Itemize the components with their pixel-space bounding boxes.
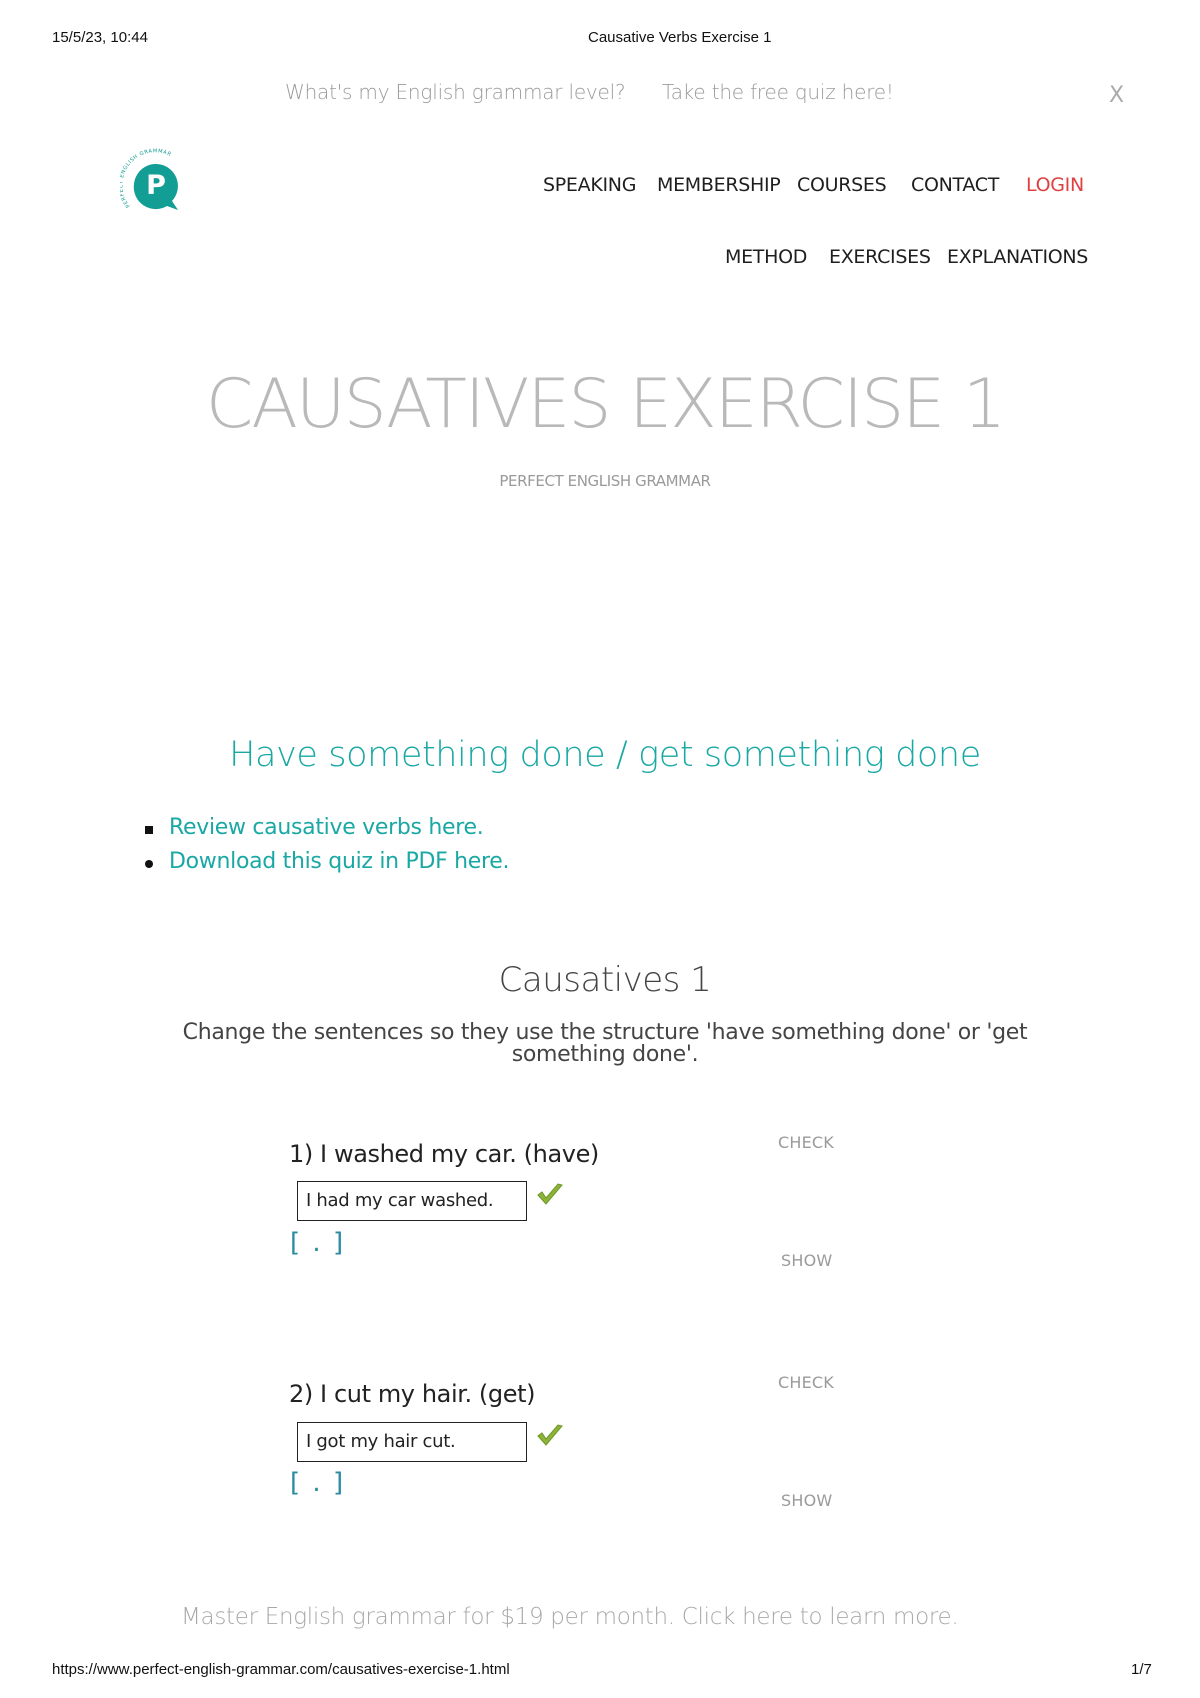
question-2-bracket-link[interactable]: [ . ] — [290, 1468, 346, 1498]
question-1-label: 1) I washed my car. (have) — [289, 1140, 599, 1168]
logo-letter: P — [146, 170, 166, 201]
nav-login[interactable]: LOGIN — [1026, 174, 1084, 196]
logo-icon — [120, 148, 190, 218]
membership-promo-link[interactable]: Master English grammar for $19 per month. Click here to learn more. — [181, 1604, 959, 1630]
logo-ring-text: PER NGLISH GRAMMAR — [120, 148, 173, 209]
banner-quiz-link[interactable]: Take the free quiz here! — [662, 80, 894, 104]
print-page-number: 1/7 — [1131, 1661, 1152, 1678]
banner-close-button[interactable]: X — [1109, 83, 1125, 108]
question-1-check-button[interactable]: CHECK — [778, 1133, 834, 1152]
print-url: https://www.perfect-english-grammar.com/causatives-exercise-1.html — [52, 1661, 510, 1678]
download-pdf-link[interactable]: Download this quiz in PDF here. — [169, 849, 510, 874]
question-1-answer-input[interactable]: I had my car washed. — [297, 1181, 527, 1221]
resource-links — [169, 815, 509, 883]
section-heading: Have something done / get something done — [229, 735, 981, 775]
print-datetime: 15/5/23, 10:44 — [52, 29, 148, 46]
question-1-bracket-link[interactable]: [ . ] — [290, 1228, 346, 1258]
page-subtitle: PERFECT ENGLISH GRAMMAR — [499, 472, 711, 490]
question-2-answer-input[interactable]: I got my hair cut. — [297, 1422, 527, 1462]
review-causatives-link[interactable]: Review causative verbs here. — [169, 815, 484, 840]
page-title: CAUSATIVES EXERCISE 1 — [205, 365, 1005, 444]
list-item — [169, 849, 509, 883]
bullet-square — [145, 826, 153, 834]
print-doc-title: Causative Verbs Exercise 1 — [588, 29, 772, 46]
question-1-correct-icon — [535, 1182, 565, 1208]
nav-exercises[interactable]: EXERCISES — [829, 246, 931, 268]
bullet-dot — [145, 860, 153, 868]
question-2-show-button[interactable]: SHOW — [781, 1491, 833, 1510]
question-2-label: 2) I cut my hair. (get) — [289, 1380, 536, 1408]
question-1-show-button[interactable]: SHOW — [781, 1251, 833, 1270]
list-item — [169, 815, 509, 849]
nav-contact[interactable]: CONTACT — [911, 174, 1000, 196]
nav-courses[interactable]: COURSES — [797, 174, 887, 196]
quiz-instructions: Change the sentences so they use the structure 'have something done' or 'get something done'. — [182, 1020, 1028, 1067]
question-2-check-button[interactable]: CHECK — [778, 1373, 834, 1392]
question-2-correct-icon — [535, 1423, 565, 1449]
banner-question[interactable]: What's my English grammar level? — [285, 80, 626, 104]
nav-speaking[interactable]: SPEAKING — [543, 174, 637, 196]
nav-method[interactable]: METHOD — [725, 246, 808, 268]
quiz-title: Causatives 1 — [498, 960, 712, 1000]
nav-membership[interactable]: MEMBERSHIP — [657, 174, 781, 196]
site-logo[interactable] — [120, 148, 190, 218]
nav-explanations[interactable]: EXPLANATIONS — [947, 246, 1089, 268]
